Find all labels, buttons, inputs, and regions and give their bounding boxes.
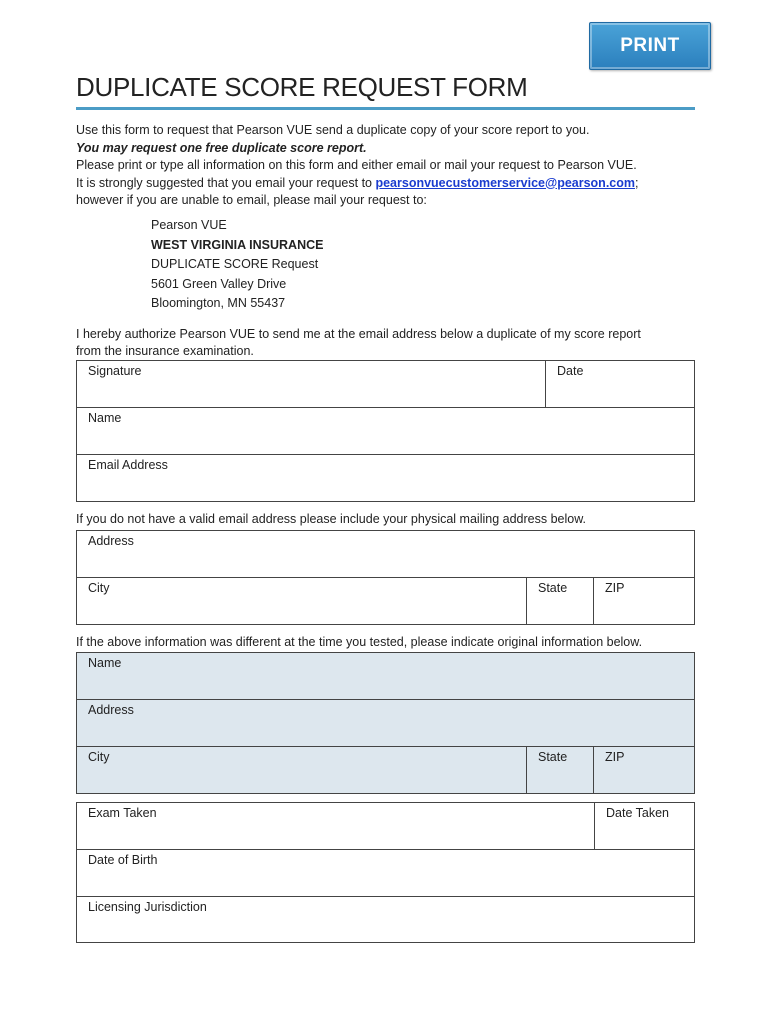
mailing-note	[76, 511, 716, 528]
address-line-2: WEST VIRGINIA INSURANCE	[151, 237, 324, 252]
date-field[interactable]: Date	[557, 364, 584, 378]
email-address-field[interactable]: Email Address	[88, 458, 168, 472]
page-title: DUPLICATE SCORE REQUEST FORM	[76, 72, 528, 102]
original-address-field[interactable]: Address	[77, 700, 694, 746]
contact-info-table	[76, 360, 695, 502]
original-state-field[interactable]: State	[527, 747, 594, 793]
authorization-text	[76, 326, 716, 359]
address-line-5: Bloomington, MN 55437	[151, 296, 286, 310]
city-field[interactable]: City	[77, 578, 527, 624]
email-link[interactable]: pearsonvuecustomerservice@pearson.com	[375, 175, 635, 190]
address-line-3: DUPLICATE SCORE Request	[151, 257, 319, 271]
intro-line-5: however if you are unable to email, please mail your request to:	[76, 193, 427, 207]
print-button[interactable]: PRINT	[589, 22, 711, 70]
original-note-text: If the above information was different at the time you tested, please indicate original information below.	[76, 635, 643, 649]
original-info-note	[76, 634, 716, 651]
intro-line-2: You may request one free duplicate score report.	[76, 140, 367, 155]
intro-line-3: Please print or type all information on this form and either email or mail your request to Pearson VUE.	[76, 158, 637, 172]
state-field[interactable]: State	[527, 578, 594, 624]
intro-line-4: It is strongly suggested that you email your request to pearsonvuecustomerservice@pearson.com;	[76, 175, 639, 190]
authorization-line-1: I hereby authorize Pearson VUE to send me at the email address below a duplicate of my score report	[76, 327, 641, 341]
intro-text	[76, 122, 716, 210]
signature-field[interactable]: Signature	[77, 361, 546, 407]
date-of-birth-field[interactable]: Date of Birth	[88, 853, 158, 867]
address-line-4: 5601 Green Valley Drive	[151, 276, 287, 291]
mailing-note-text: If you do not have a valid email address please include your physical mailing address below.	[76, 512, 587, 526]
original-city-field[interactable]: City	[77, 747, 527, 793]
intro-line-1: Use this form to request that Pearson VUE send a duplicate copy of your score report to you.	[76, 123, 590, 137]
exam-info-table	[76, 802, 695, 943]
authorization-line-2: from the insurance examination.	[76, 343, 254, 358]
exam-taken-field[interactable]: Exam Taken	[77, 803, 595, 849]
name-field[interactable]: Name	[88, 411, 122, 425]
mailing-address	[151, 216, 323, 314]
zip-field[interactable]: ZIP	[605, 581, 625, 595]
original-info-table	[76, 652, 695, 794]
licensing-jurisdiction-field[interactable]: Licensing Jurisdiction	[88, 900, 207, 914]
original-name-field[interactable]: Name	[77, 653, 694, 699]
address-field[interactable]: Address	[88, 534, 134, 548]
title-divider	[76, 107, 695, 110]
date-taken-field[interactable]: Date Taken	[606, 806, 670, 820]
address-line-1: Pearson VUE	[151, 218, 227, 232]
original-zip-field[interactable]: ZIP	[594, 747, 694, 793]
mailing-address-table	[76, 530, 695, 625]
